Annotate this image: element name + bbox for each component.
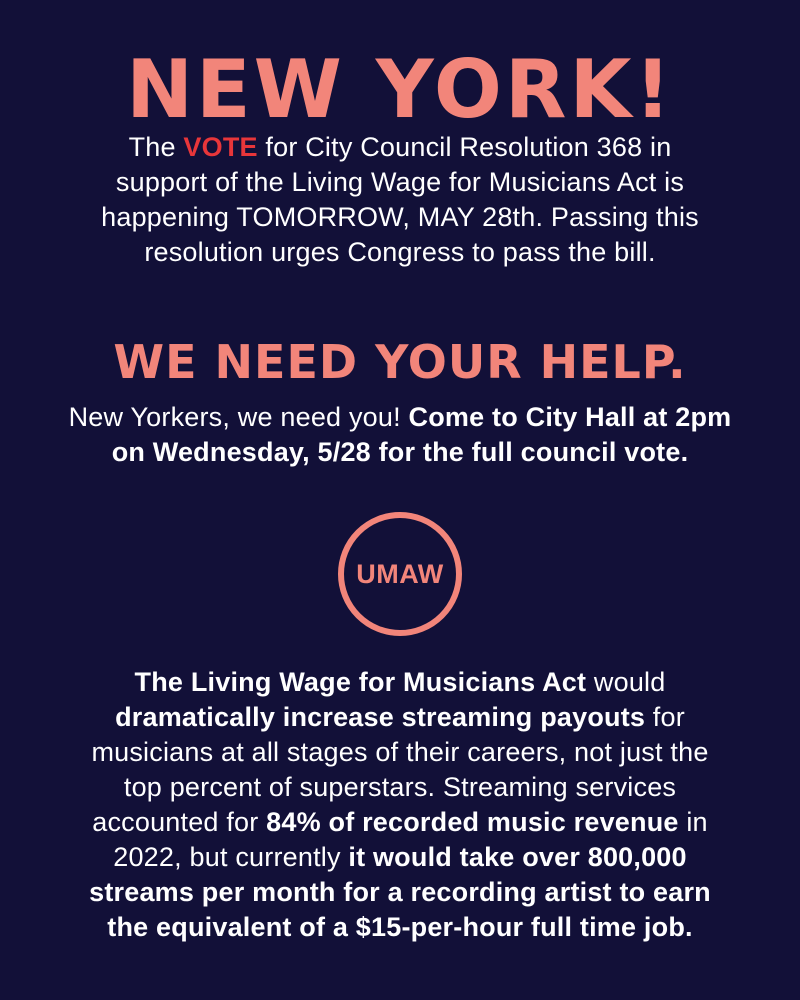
- callout-line-1: [0, 400, 800, 435]
- body-line-3: musicians at all stages of their careers, not just the: [91, 737, 709, 767]
- callout-text: New Yorkers, we need you!: [68, 402, 409, 432]
- logo-text: UMAW: [356, 558, 444, 589]
- body-line-5: [0, 805, 800, 840]
- vote-highlight: VOTE: [183, 132, 258, 162]
- intro-line-2: support of the Living Wage for Musicians Act is: [115, 167, 685, 197]
- body-text: 2022, but currently: [113, 842, 349, 872]
- intro-line-1: [0, 130, 800, 165]
- body-line-6: [0, 840, 800, 875]
- body-bold: 84% of recorded music revenue: [266, 807, 679, 837]
- body-bold: dramatically increase streaming payouts: [115, 702, 646, 732]
- headline: NEW YORK!: [126, 43, 674, 136]
- subheadline: WE NEED YOUR HELP.: [113, 335, 687, 389]
- umaw-circle-logo: [338, 512, 462, 636]
- callout-bold: Come to City Hall at 2pm: [408, 402, 732, 432]
- body-text: in: [678, 807, 708, 837]
- body-line-8: the equivalent of a $15-per-hour full time job.: [107, 912, 693, 942]
- callout-line-2: on Wednesday, 5/28 for the full council vote.: [111, 437, 689, 467]
- intro-text: for City Council Resolution 368 in: [257, 132, 672, 162]
- body-text: for: [645, 702, 685, 732]
- body-bold: The Living Wage for Musicians Act: [134, 667, 587, 697]
- callout-paragraph: [0, 400, 800, 470]
- body-line-4: top percent of superstars. Streaming services: [123, 772, 677, 802]
- intro-text: The: [128, 132, 184, 162]
- body-bold: it would take over 800,000: [348, 842, 687, 872]
- body-text: accounted for: [92, 807, 267, 837]
- body-paragraph: [0, 665, 800, 945]
- intro-line-3: happening TOMORROW, MAY 28th. Passing this: [101, 202, 699, 232]
- body-line-7: streams per month for a recording artist to earn: [89, 877, 711, 907]
- intro-paragraph: [0, 130, 800, 270]
- intro-line-4: resolution urges Congress to pass the bill.: [144, 237, 656, 267]
- body-line-1: [0, 665, 800, 700]
- body-text: would: [586, 667, 666, 697]
- body-line-2: [0, 700, 800, 735]
